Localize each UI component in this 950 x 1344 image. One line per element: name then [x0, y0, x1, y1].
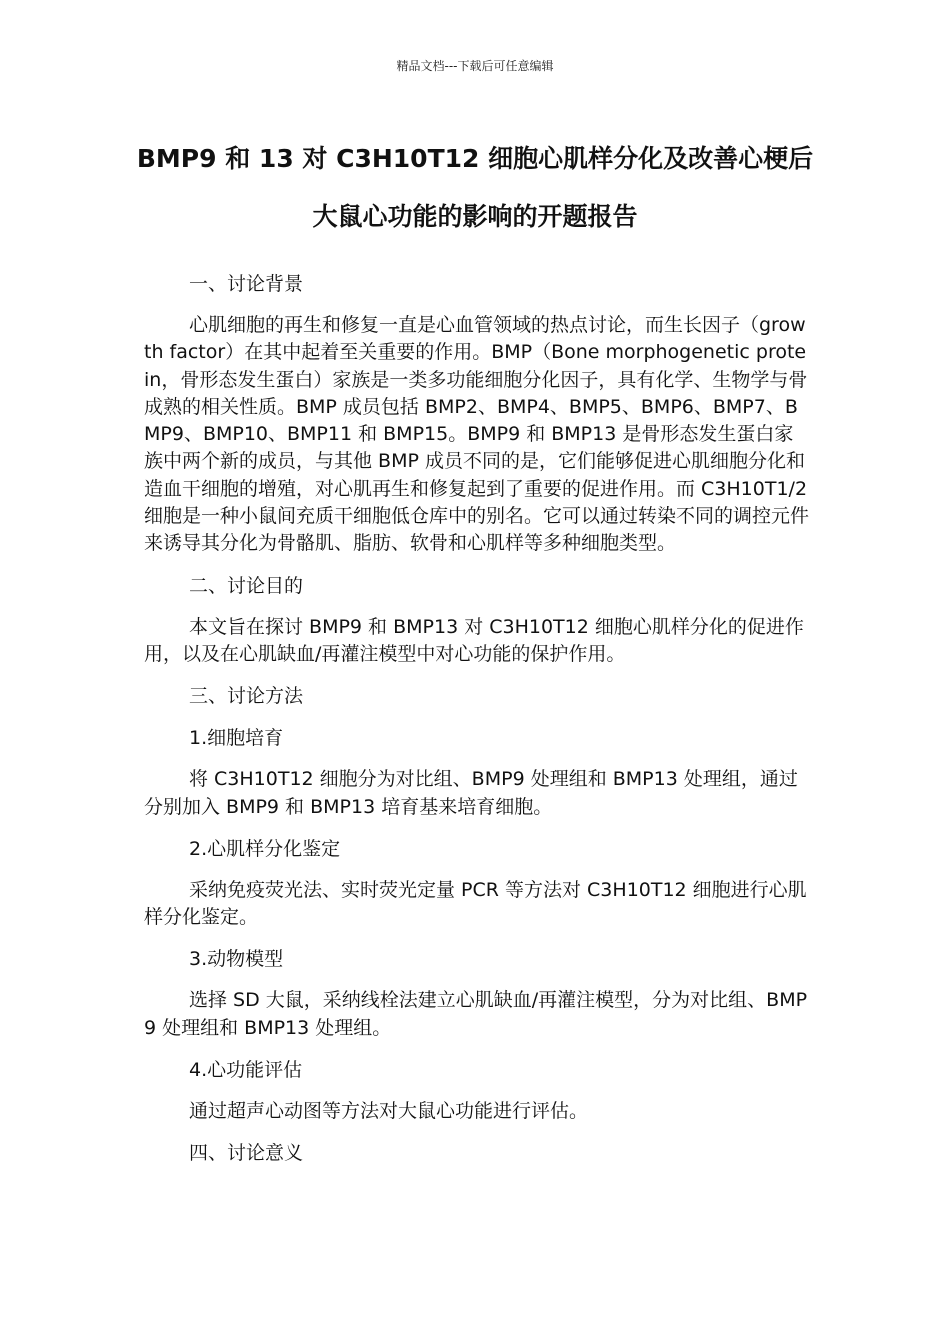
subsection-heading-cardiac-function: 4.心功能评估 [189, 1059, 303, 1082]
paragraph-cardiac-function: 通过超声心动图等方法对大鼠心功能进行评估。 [189, 1100, 589, 1123]
subsection-heading-cell-culture: 1.细胞培育 [189, 727, 284, 750]
paragraph-purpose: 本文旨在探讨 BMP9 和 BMP13 对 C3H10T12 细胞心肌样分化的促进作用，以及在心肌缺血/再灌注模型中对心功能的保护作用。 [144, 615, 804, 665]
subsection-heading-animal-model: 3.动物模型 [189, 948, 284, 971]
paragraph-cell-culture: 将 C3H10T12 细胞分为对比组、BMP9 处理组和 BMP13 处理组，通过分别加入 BMP9 和 BMP13 培育基来培育细胞。 [144, 768, 798, 818]
paragraph-background: 心肌细胞的再生和修复一直是心血管领域的热点讨论，而生长因子（growth factor）在其中起着至关重要的作用。BMP（Bone morphogenetic protein，骨形态发生蛋白）家族是一类多功能细胞分化因子，具有化学、生物学与骨成熟的相关性质。BMP 成员包括 BMP2、BMP4、BMP5、BMP6、BMP7、BMP9、BMP10、BMP11 和 BMP15。BMP9 和 BMP13 是骨形态发生蛋白家族中两个新的成员，与其他 BMP 成员不同的是，它们能够促进心肌细胞分化和造血干细胞的增殖，对心肌再生和修复起到了重要的促进作用。而 C3H10T1/2 细胞是一种小鼠间充质干细胞低仓库中的别名。它可以通过转染不同的调控元件来诱导其分化为骨骼肌、脂肪、软骨和心肌样等多种细胞类型。 [144, 314, 810, 555]
document-title: BMP9 和 13 对 C3H10T12 细胞心肌样分化及改善心梗后大鼠心功能的影响的开题报告 [136, 144, 814, 231]
section-heading-purpose: 二、讨论目的 [189, 574, 304, 597]
header-note: 精品文档---下载后可任意编辑 [396, 59, 554, 73]
section-heading-background: 一、讨论背景 [189, 273, 304, 295]
section-heading-significance: 四、讨论意义 [189, 1142, 304, 1165]
paragraph-animal-model: 选择 SD 大鼠，采纳线栓法建立心肌缺血/再灌注模型，分为对比组、BMP9 处理组和 BMP13 处理组。 [144, 989, 808, 1039]
paragraph-differentiation: 采纳免疫荧光法、实时荧光定量 PCR 等方法对 C3H10T12 细胞进行心肌样分化鉴定。 [144, 878, 807, 929]
section-heading-methods: 三、讨论方法 [189, 685, 304, 708]
subsection-heading-differentiation: 2.心肌样分化鉴定 [189, 837, 341, 860]
document-body [144, 270, 810, 1181]
